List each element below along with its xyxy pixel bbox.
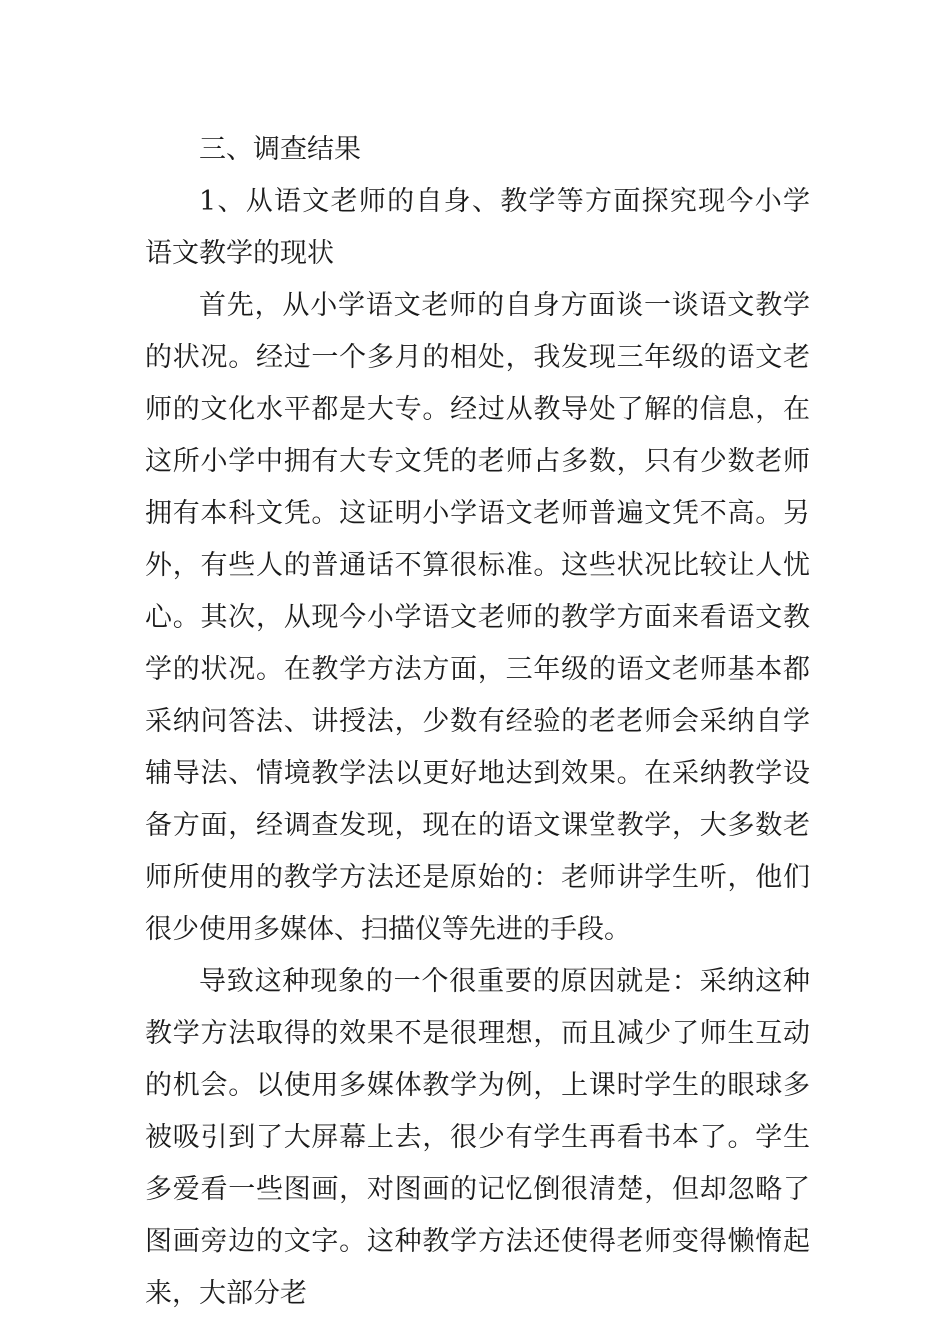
paragraph-1: 首先，从小学语文老师的自身方面谈一谈语文教学的状况。经过一个多月的相处，我发现三年级的语文老师的文化水平都是大专。经过从教导处了解的信息，在这所小学中拥有大专文凭的老师占多数，只有少数老师拥有本科文凭。这证明小学语文老师普遍文凭不高。另外，有些人的普通话不算很标准。这些状况比较让人忧心。其次，从现今小学语文老师的教学方面来看语文教学的状况。在教学方法方面，三年级的语文老师基本都采纳问答法、讲授法，少数有经验的老老师会采纳自学辅导法、情境教学法以更好地达到效果。在采纳教学设备方面，经调查发现，现在的语文课堂教学，大多数老师所使用的教学方法还是原始的：老师讲学生听，他们很少使用多媒体、扫描仪等先进的手段。 xyxy=(145,290,810,945)
document-body xyxy=(145,124,810,1320)
subheading: 1、从语文老师的自身、教学等方面探究现今小学语文教学的现状 xyxy=(145,186,810,269)
section-heading: 三、调查结果 xyxy=(199,134,361,165)
paragraph-2: 导致这种现象的一个很重要的原因就是：采纳这种教学方法取得的效果不是很理想，而且减少了师生互动的机会。以使用多媒体教学为例，上课时学生的眼球多被吸引到了大屏幕上去，很少有学生再看书本了。学生多爱看一些图画，对图画的记忆倒很清楚，但却忽略了图画旁边的文字。这种教学方法还使得老师变得懒惰起来，大部分老 xyxy=(145,966,810,1309)
